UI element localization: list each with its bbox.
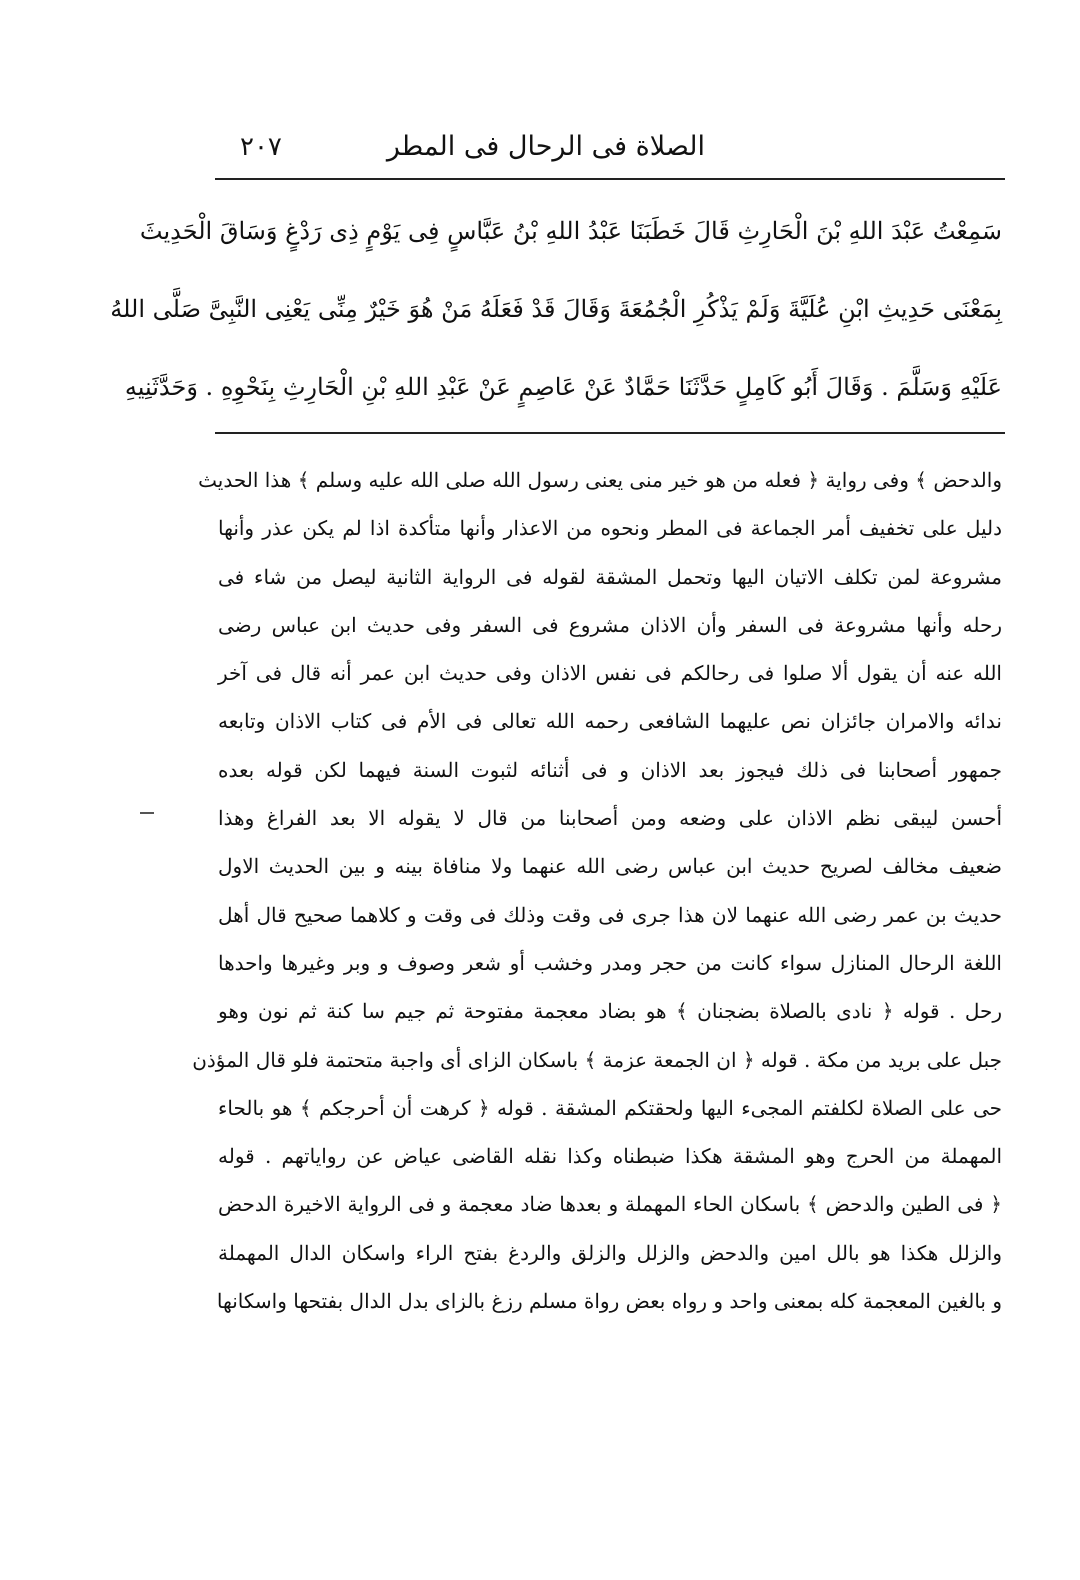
- commentary-line: حديث بن عمر رضى الله عنهما لان هذا جرى فى وقت وذلك فى وقت و كلاهما صحيح قال أهل: [218, 902, 1002, 927]
- hadith-line: عَلَيْهِ وَسَلَّمَ . وَقَالَ أَبُو كَامِلٍ حَدَّثَنَا حَمَّادٌ عَنْ عَاصِمٍ عَنْ عَبْدِ اللهِ بْنِ الْحَارِثِ بِنَحْوِهِ . وَحَدَّثَنِيهِ: [124, 373, 1002, 401]
- commentary-line: أحسن ليبقى نظم الاذان على وضعه ومن أصحابنا من قال لا يقوله الا بعد الفراغ وهذا: [218, 806, 1002, 831]
- margin-mark: [140, 812, 154, 814]
- hadith-text: [110, 192, 1002, 426]
- commentary-line: دليل على تخفيف أمر الجماعة فى المطر ونحوه من الاعذار وأنها متأكدة اذا لم يكن عذر وأنها: [218, 516, 1002, 541]
- hadith-line: بِمَعْنَى حَدِيثِ ابْنِ عُلَيَّةَ وَلَمْ يَذْكُرِ الْجُمُعَةَ وَقَالَ قَدْ فَعَلَهُ مَنْ هُوَ خَيْرٌ مِنِّى يَعْنِى النَّبِىَّ صَلَّى اللهُ: [110, 295, 1002, 323]
- commentary-line: جبل على بريد من مكة . قوله ﴿ ان الجمعة عزمة ﴾ باسكان الزاى أى واجبة متحتمة فلو قال المؤذن: [192, 1047, 1002, 1072]
- commentary-text: [192, 456, 1003, 1325]
- commentary-line: ضعيف مخالف لصريح حديث ابن عباس رضى الله عنهما ولا منافاة بينه و بين الحديث الاول: [218, 854, 1002, 879]
- commentary-line: جمهور أصحابنا فى ذلك فيجوز بعد الاذان و فى أثنائه لثبوت السنة فيهما لكن قوله بعده: [218, 757, 1002, 782]
- header-rule: [215, 178, 1005, 180]
- commentary-line: والدحض ﴾ وفى رواية ﴿ فعله من هو خير منى يعنى رسول الله صلى الله عليه وسلم ﴾ هذا الحديث: [198, 468, 1002, 492]
- section-divider: [215, 432, 1005, 434]
- page-number: ٢٠٧: [240, 132, 282, 162]
- commentary-line: اللغة الرحال المنازل سواء كانت من حجر ومدر وخشب أو شعر وصوف و وبر وغيرها واحدها: [218, 950, 1002, 975]
- commentary-line: الله عنه أن يقول ألا صلوا فى رحالكم فى نفس الاذان وفى حديث ابن عمر أنه قال فى آخر: [218, 661, 1002, 686]
- commentary-line: حى على الصلاة لكلفتم المجىء اليها ولحقتكم المشقة . قوله ﴿ كرهت أن أحرجكم ﴾ هو بالحاء: [218, 1095, 1002, 1120]
- commentary-line: والزلل هكذا هو بالل امين والدحض والزلل والزلق والردغ بفتح الراء واسكان الدال المهملة: [218, 1240, 1003, 1265]
- commentary-line: ندائه والامران جائزان نص عليهما الشافعى رحمه الله تعالى فى الأم فى كتاب الاذان وتابعه: [218, 709, 1002, 734]
- commentary-line: رحل . قوله ﴿ نادى بالصلاة بضجنان ﴾ هو بضاد معجمة مفتوحة ثم جيم سا كنة ثم نون وهو: [218, 999, 1002, 1024]
- commentary-line: المهملة من الحرج وهو المشقة هكذا ضبطناه وكذا نقله القاضى عياض عن رواياتهم . قوله: [218, 1144, 1002, 1169]
- page-header: [215, 125, 1005, 175]
- commentary-line: ﴿ فى الطين والدحض ﴾ باسكان الحاء المهملة و بعدها ضاد معجمة و فى الرواية الاخيرة الدحض: [218, 1192, 1002, 1217]
- hadith-line: سَمِعْتُ عَبْدَ اللهِ بْنَ الْحَارِثِ قَالَ خَطَبَنَا عَبْدُ اللهِ بْنُ عَبَّاسٍ فِى يَوْمٍ ذِى رَدْغٍ وَسَاقَ الْحَدِيثَ: [139, 217, 1002, 245]
- commentary-line: مشروعة لمن تكلف الاتيان اليها وتحمل المشقة لقوله فى الرواية الثانية ليصل من شاء فى: [218, 564, 1002, 589]
- commentary-line: و بالغين المعجمة كله بمعنى واحد و رواه بعض رواة مسلم رزغ بالزاى بدل الدال بفتحها واسكانها: [216, 1289, 1002, 1314]
- commentary-line: رحله وأنها مشروعة فى السفر وأن الاذان مشروع فى السفر وفى حديث ابن عباس رضى: [218, 612, 1002, 637]
- running-title: الصلاة فى الرحال فى المطر: [386, 131, 705, 162]
